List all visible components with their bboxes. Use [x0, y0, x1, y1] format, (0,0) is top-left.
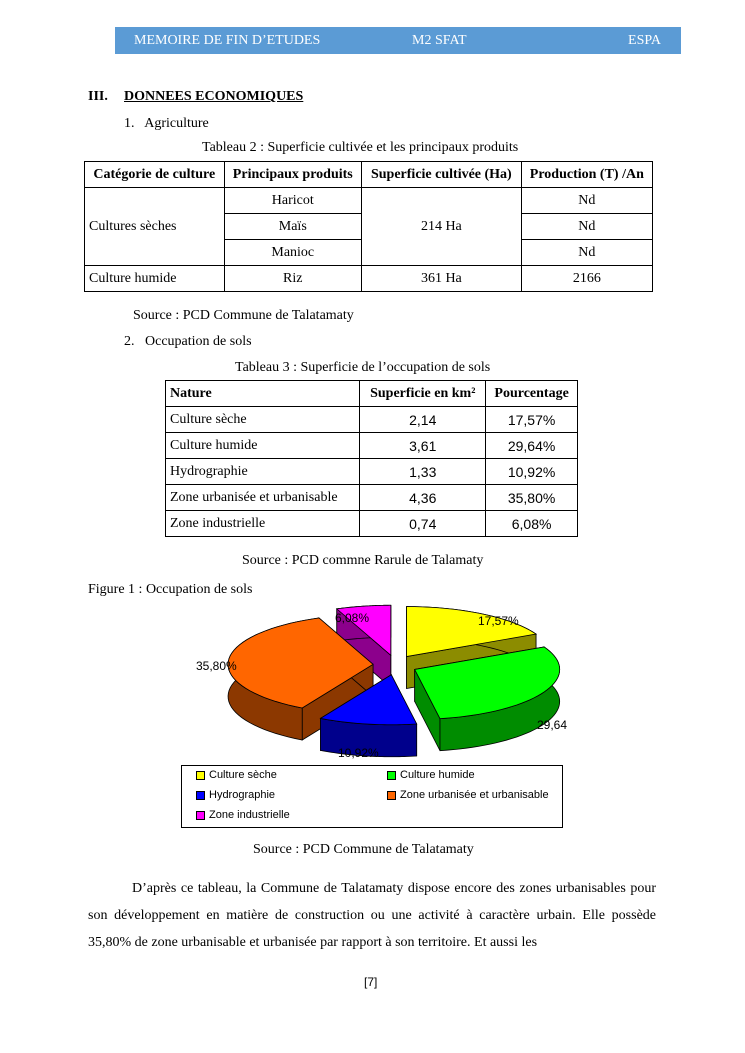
table-header-cell: Nature [166, 381, 360, 407]
table-row [166, 485, 578, 511]
legend-label: Culture sèche [209, 769, 277, 781]
table-cell-category: Culture humide [85, 266, 225, 292]
header-right: ESPA [628, 33, 661, 48]
table-header-row [166, 381, 578, 407]
table-cell-percentage: 17,57% [486, 407, 578, 433]
table-occupation-sols [165, 380, 578, 537]
subsection-occupation: 2. Occupation de sols [124, 334, 252, 349]
figure-title: Figure 1 : Occupation de sols [88, 582, 253, 597]
pie-label-zone-industrielle: 6,08% [335, 611, 370, 625]
chart-legend [181, 765, 563, 828]
table-cell-nature: Culture humide [166, 433, 360, 459]
table-row [166, 407, 578, 433]
table-row [85, 188, 653, 214]
header-center: M2 SFAT [412, 33, 467, 48]
table-cell-product: Maïs [224, 214, 362, 240]
legend-item [196, 769, 277, 781]
table-row [166, 433, 578, 459]
legend-label: Zone industrielle [209, 809, 290, 821]
table-cell-product: Riz [224, 266, 362, 292]
legend-swatch [196, 811, 205, 820]
legend-swatch [387, 771, 396, 780]
table-cell-production: 2166 [521, 266, 652, 292]
table-cell-area: 1,33 [360, 459, 486, 485]
legend-label: Culture humide [400, 769, 475, 781]
table-cell-category: Cultures sèches [85, 188, 225, 266]
table-row [166, 511, 578, 537]
table2-caption: Tableau 2 : Superficie cultivée et les principaux produits [202, 140, 519, 155]
legend-swatch [196, 771, 205, 780]
source-table2: Source : PCD Commune de Talatamaty [133, 308, 354, 323]
legend-label: Hydrographie [209, 789, 276, 801]
table-header-cell: Superficie en km² [360, 381, 486, 407]
legend-item [196, 809, 290, 821]
table-cell-percentage: 6,08% [486, 511, 578, 537]
table-cell-production: Nd [521, 240, 652, 266]
table-header-cell: Principaux produits [224, 162, 362, 188]
table-cell-area: 0,74 [360, 511, 486, 537]
table-cell-nature: Culture sèche [166, 407, 360, 433]
table-cell-product: Haricot [224, 188, 362, 214]
table-header-cell: Catégorie de culture [85, 162, 225, 188]
legend-swatch [387, 791, 396, 800]
table-cell-nature: Hydrographie [166, 459, 360, 485]
body-paragraph: D’après ce tableau, la Commune de Talatamaty dispose encore des zones urbanisables pour son développement en matière de construction ou une activité à caractère urbain. Elle possède 35,80% de zone urbanisable et urbanisée par rapport à son territoire. Et aussi les [88, 881, 656, 950]
table-cell-production: Nd [521, 214, 652, 240]
pie-chart [0, 600, 745, 770]
table-superficie-cultivee [84, 161, 653, 292]
table-cell-area: 3,61 [360, 433, 486, 459]
legend-label: Zone urbanisée et urbanisable [400, 789, 549, 801]
table-cell-area: 2,14 [360, 407, 486, 433]
pie-label-culture-seche: 17,57% [478, 614, 519, 628]
table-cell-percentage: 10,92% [486, 459, 578, 485]
table-cell-product: Manioc [224, 240, 362, 266]
pie-label-hydrographie: 10,92% [338, 746, 379, 760]
table-cell-nature: Zone industrielle [166, 511, 360, 537]
header-left: MEMOIRE DE FIN D’ETUDES [134, 33, 321, 48]
legend-swatch [196, 791, 205, 800]
source-table3: Source : PCD commne Rarule de Talamaty [242, 553, 484, 568]
page-number: [7] [364, 975, 378, 989]
source-figure: Source : PCD Commune de Talatamaty [253, 842, 474, 857]
table-cell-production: Nd [521, 188, 652, 214]
legend-item [387, 769, 475, 781]
legend-item [387, 789, 549, 801]
section-title: DONNEES ECONOMIQUES [124, 89, 304, 104]
table-cell-area: 214 Ha [362, 188, 522, 266]
table3-caption: Tableau 3 : Superficie de l’occupation de sols [235, 360, 491, 375]
table-cell-nature: Zone urbanisée et urbanisable [166, 485, 360, 511]
table-header-cell: Pourcentage [486, 381, 578, 407]
legend-item [196, 789, 275, 801]
table-header-row [85, 162, 653, 188]
pie-label-culture-humide: 29,64 [537, 718, 568, 732]
section-number: III. [88, 89, 108, 104]
table-cell-percentage: 35,80% [486, 485, 578, 511]
table-row [166, 459, 578, 485]
subsection-agriculture: 1. Agriculture [124, 116, 209, 131]
page-header-bar [115, 27, 681, 54]
table-header-cell: Superficie cultivée (Ha) [362, 162, 522, 188]
pie-label-zone-urbanisee: 35,80% [196, 659, 237, 673]
table-row [85, 266, 653, 292]
table-cell-percentage: 29,64% [486, 433, 578, 459]
table-header-cell: Production (T) /An [521, 162, 652, 188]
table-cell-area: 4,36 [360, 485, 486, 511]
table-cell-area: 361 Ha [362, 266, 522, 292]
